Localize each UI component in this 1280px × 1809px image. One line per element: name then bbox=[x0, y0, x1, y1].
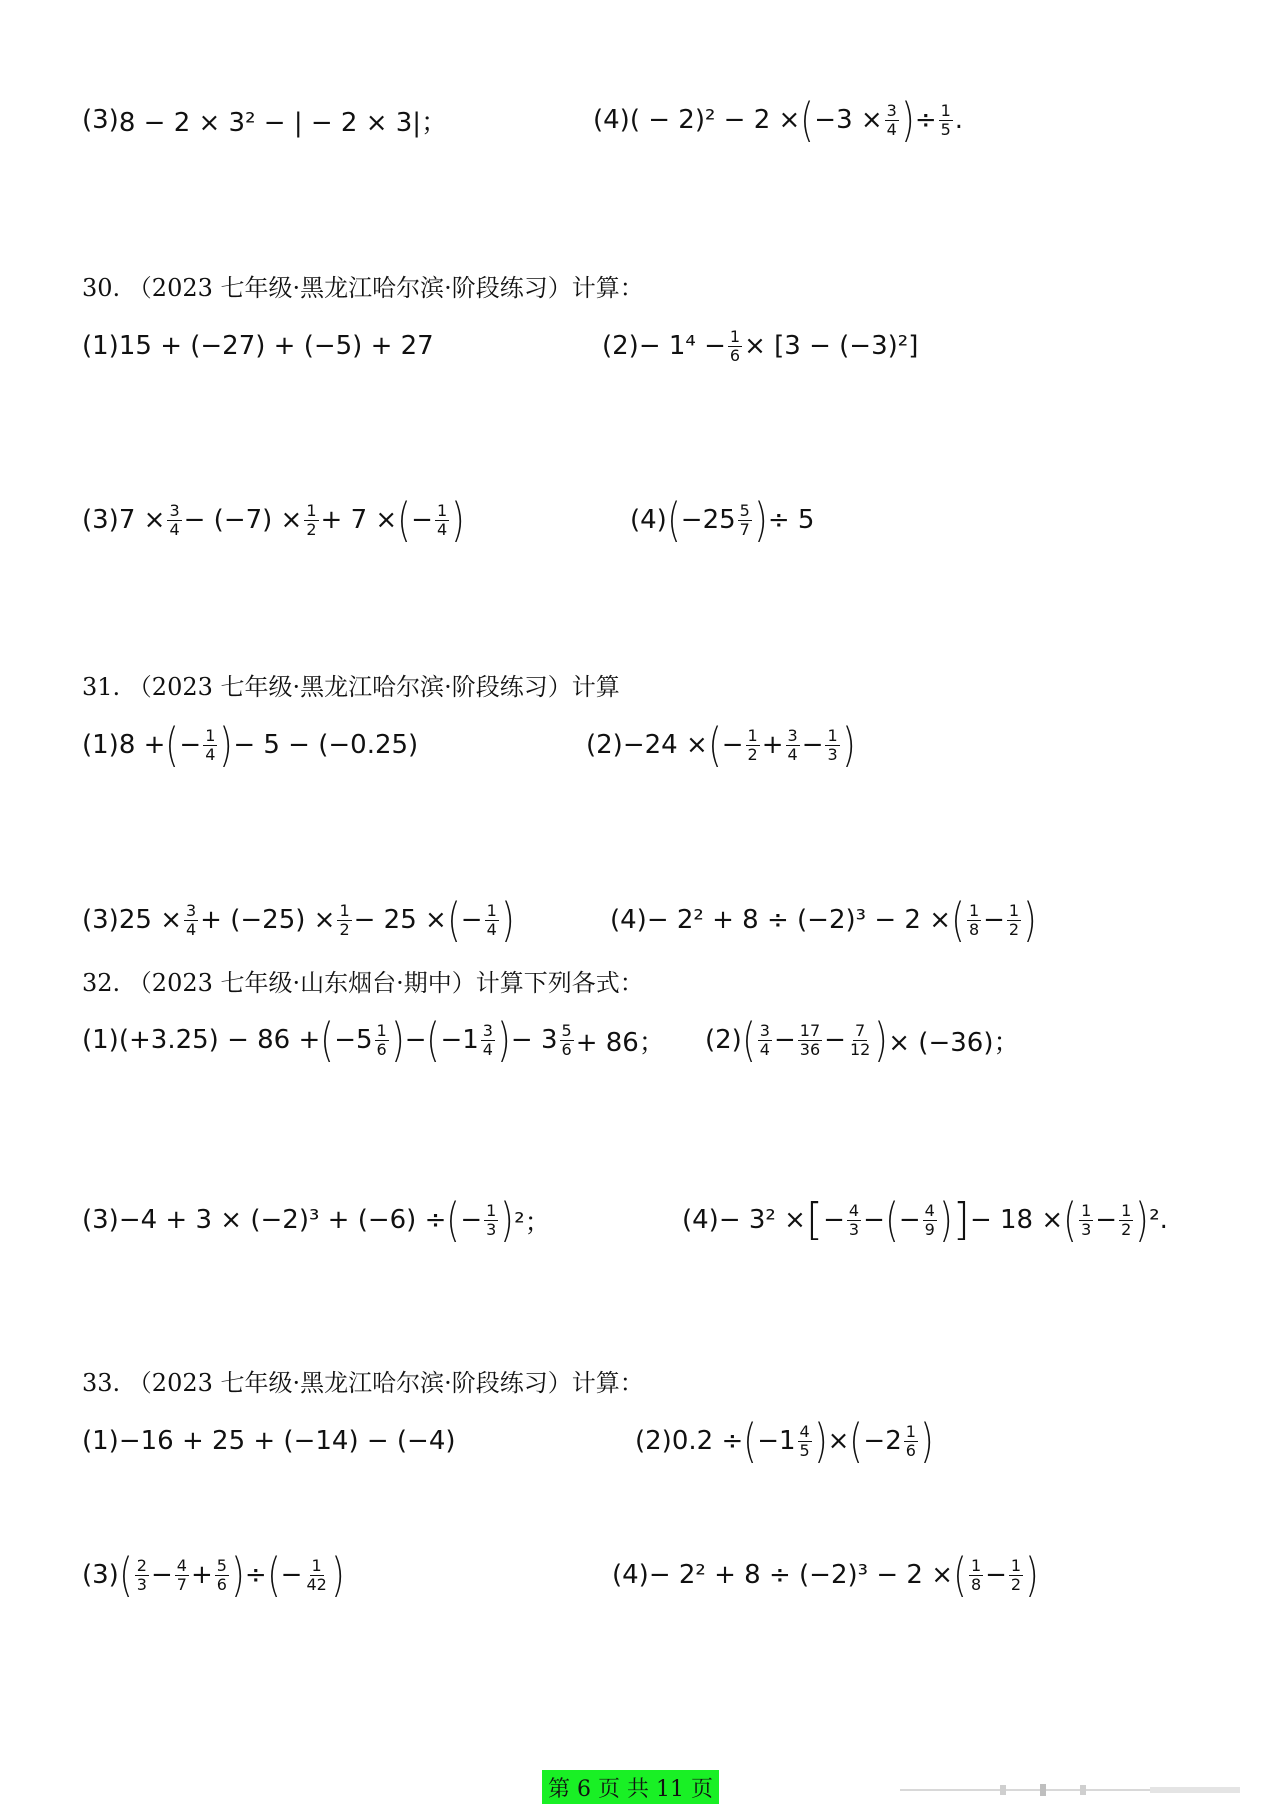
paren-close: ) bbox=[874, 1013, 889, 1067]
fraction bbox=[1009, 1555, 1023, 1594]
denominator: 6 bbox=[905, 1440, 916, 1460]
paren-close: ) bbox=[754, 493, 768, 547]
expression-text: − 1⁴ − bbox=[638, 331, 726, 361]
expression-text: − bbox=[721, 730, 744, 760]
expression: 15 + (−27) + (−5) + 27 bbox=[118, 331, 434, 361]
part-label: (1) bbox=[82, 1426, 119, 1456]
part-label: (4) bbox=[682, 1205, 719, 1235]
numerator: 4 bbox=[176, 1555, 187, 1575]
paren-open: ( bbox=[426, 1013, 441, 1067]
q29-part4 bbox=[593, 90, 963, 150]
fraction bbox=[184, 900, 198, 939]
fraction bbox=[304, 500, 318, 539]
part-label: (3) bbox=[82, 905, 119, 935]
expression-text: −2 bbox=[863, 1426, 902, 1456]
numerator: 1 bbox=[1121, 1200, 1132, 1220]
numerator: 1 bbox=[905, 1421, 916, 1441]
part-label: (3) bbox=[82, 1205, 119, 1235]
paren-close: ) bbox=[1135, 1193, 1149, 1247]
q30-heading: 30. （2023 七年级·黑龙江哈尔滨·阶段练习）计算： bbox=[82, 273, 644, 302]
denominator: 3 bbox=[136, 1574, 147, 1594]
numerator: 1 bbox=[376, 1020, 387, 1040]
part-label: (1) bbox=[82, 331, 119, 361]
denominator: 9 bbox=[924, 1219, 935, 1239]
fraction bbox=[758, 1020, 772, 1059]
expression: −16 + 25 + (−14) − (−4) bbox=[118, 1426, 456, 1456]
expression-text: − 18 × bbox=[969, 1205, 1064, 1235]
expression-text: + 86； bbox=[575, 1027, 665, 1058]
denominator: 2 bbox=[747, 744, 758, 764]
paren-open: ( bbox=[885, 1193, 899, 1247]
expression-text: − bbox=[404, 1025, 427, 1055]
fraction bbox=[560, 1020, 574, 1059]
q33-part1 bbox=[82, 1411, 456, 1471]
part-label: (4) bbox=[630, 505, 667, 535]
expression-text: − bbox=[985, 1560, 1007, 1590]
expression-text: − bbox=[773, 1025, 796, 1055]
expression-text: ÷ 5 bbox=[767, 505, 815, 535]
part-label: (4) bbox=[612, 1560, 649, 1590]
expression-text: −5 bbox=[334, 1025, 373, 1055]
expression-text: −1 bbox=[757, 1426, 796, 1456]
denominator: 2 bbox=[306, 519, 317, 539]
page-number-footer: 第 6 页 共 11 页 bbox=[542, 1770, 719, 1804]
numerator: 1 bbox=[729, 326, 741, 346]
fraction bbox=[738, 500, 752, 539]
denominator: 8 bbox=[970, 1574, 982, 1594]
denominator: 3 bbox=[827, 744, 838, 764]
numerator: 1 bbox=[1010, 1555, 1022, 1575]
paren-close: ) bbox=[219, 718, 234, 772]
paren-open: ( bbox=[446, 1193, 461, 1247]
paren-open: ( bbox=[742, 1013, 756, 1067]
denominator: 36 bbox=[799, 1039, 821, 1059]
paren-open: ( bbox=[743, 1414, 757, 1468]
numerator: 1 bbox=[940, 100, 951, 120]
paren-close: ) bbox=[901, 93, 915, 147]
expression-text: −1 bbox=[440, 1025, 479, 1055]
fraction bbox=[798, 1421, 812, 1460]
q32-part4 bbox=[682, 1190, 1168, 1250]
q32-part3 bbox=[82, 1190, 551, 1250]
numerator: 3 bbox=[886, 100, 897, 120]
denominator: 4 bbox=[482, 1039, 493, 1059]
denominator: 4 bbox=[205, 744, 216, 764]
paren-open: ( bbox=[708, 718, 722, 772]
expression-text: ². bbox=[1149, 1205, 1168, 1235]
numerator: 1 bbox=[747, 725, 758, 745]
q32-part2 bbox=[705, 1010, 1019, 1070]
numerator: 7 bbox=[855, 1020, 866, 1040]
paren-close: ) bbox=[500, 893, 515, 947]
fraction bbox=[847, 1200, 861, 1239]
numerator: 4 bbox=[799, 1421, 810, 1441]
expression-text: − 3 bbox=[510, 1025, 558, 1055]
part-label: (1) bbox=[82, 730, 119, 760]
expression-text: −25 bbox=[680, 505, 736, 535]
numerator: 4 bbox=[924, 1200, 935, 1220]
paren-close: ) bbox=[231, 1548, 245, 1602]
paren-close: ) bbox=[500, 1193, 515, 1247]
numerator: 1 bbox=[205, 725, 216, 745]
expression-text: − bbox=[179, 730, 202, 760]
denominator: 4 bbox=[787, 744, 798, 764]
expression-text: − bbox=[411, 505, 433, 535]
denominator: 4 bbox=[436, 519, 448, 539]
paren-open: ( bbox=[953, 1548, 967, 1602]
fraction bbox=[304, 1555, 328, 1594]
paren-close: ) bbox=[1023, 893, 1037, 947]
fraction bbox=[746, 725, 760, 764]
expression-text: − bbox=[280, 1560, 303, 1590]
fraction bbox=[375, 1020, 389, 1059]
paren-close: ) bbox=[841, 718, 856, 772]
fraction bbox=[203, 725, 217, 764]
denominator: 2 bbox=[1010, 1574, 1022, 1594]
denominator: 8 bbox=[968, 919, 980, 939]
denominator: 3 bbox=[1081, 1219, 1092, 1239]
fraction bbox=[337, 900, 351, 939]
fraction bbox=[167, 500, 181, 539]
expression-text: 25 × bbox=[118, 905, 182, 935]
expression-text: − bbox=[1095, 1205, 1118, 1235]
expression-text: × [3 − (−3)²] bbox=[744, 331, 919, 361]
expression-text: ÷ bbox=[244, 1560, 267, 1590]
expression-text: − bbox=[801, 730, 824, 760]
fraction bbox=[798, 1020, 822, 1059]
numerator: 17 bbox=[799, 1020, 821, 1040]
expression-text: − 5 − (−0.25) bbox=[233, 730, 419, 760]
paren-open: ( bbox=[119, 1548, 133, 1602]
denominator: 2 bbox=[1008, 919, 1020, 939]
denominator: 7 bbox=[176, 1574, 187, 1594]
part-label: (2) bbox=[602, 331, 639, 361]
part-label: (4) bbox=[593, 105, 630, 135]
part-label: (1) bbox=[82, 1025, 119, 1055]
q30-part4 bbox=[630, 490, 814, 550]
denominator: 3 bbox=[848, 1219, 860, 1239]
q31-part3 bbox=[82, 890, 515, 950]
expression-text: − (−7) × bbox=[183, 505, 303, 535]
expression-text: × (−36)； bbox=[888, 1027, 1020, 1058]
part-label: (3) bbox=[82, 1560, 119, 1590]
expression-text: − bbox=[460, 905, 483, 935]
expression-text: −24 × bbox=[622, 730, 708, 760]
paren-open: ( bbox=[951, 893, 965, 947]
expression-text: − bbox=[863, 1205, 885, 1235]
expression-text: . bbox=[954, 105, 964, 135]
numerator: 2 bbox=[136, 1555, 147, 1575]
numerator: 3 bbox=[169, 500, 180, 520]
denominator: 6 bbox=[729, 345, 741, 365]
part-label: (2) bbox=[705, 1025, 742, 1055]
numerator: 1 bbox=[970, 1555, 982, 1575]
paren-close: ) bbox=[331, 1548, 345, 1602]
numerator: 5 bbox=[216, 1555, 227, 1575]
q30-part1 bbox=[82, 316, 434, 376]
numerator: 3 bbox=[759, 1020, 770, 1040]
numerator: 3 bbox=[185, 900, 197, 920]
paren-close: ) bbox=[497, 1013, 511, 1067]
fraction bbox=[885, 100, 899, 139]
fraction bbox=[848, 1020, 872, 1059]
numerator: 1 bbox=[968, 900, 980, 920]
paren-close: ) bbox=[390, 1013, 405, 1067]
fraction bbox=[215, 1555, 229, 1594]
expression-text: − bbox=[150, 1560, 173, 1590]
paren-close: ) bbox=[813, 1414, 828, 1468]
part-label: (2) bbox=[635, 1426, 672, 1456]
paren-open: ( bbox=[447, 893, 461, 947]
expression-text: ÷ bbox=[914, 105, 937, 135]
q31-part4 bbox=[610, 890, 1037, 950]
expression-text: − bbox=[824, 1025, 846, 1055]
paren-open: ( bbox=[266, 1548, 281, 1602]
numerator: 5 bbox=[561, 1020, 572, 1040]
denominator: 3 bbox=[486, 1219, 497, 1239]
expression-text: + (−25) × bbox=[200, 905, 336, 935]
denominator: 5 bbox=[799, 1440, 810, 1460]
paren-open: ( bbox=[320, 1013, 334, 1067]
numerator: 1 bbox=[486, 1200, 497, 1220]
expression-text: ( − 2)² − 2 × bbox=[629, 105, 801, 135]
denominator: 12 bbox=[849, 1039, 871, 1059]
expression-text: + bbox=[761, 730, 784, 760]
q32-heading: 32. （2023 七年级·山东烟台·期中）计算下列各式： bbox=[82, 968, 644, 997]
fraction bbox=[969, 1555, 983, 1594]
expression-text: − 2² + 8 ÷ (−2)³ − 2 × bbox=[646, 905, 951, 935]
expression: 8 − 2 × 3² − | − 2 × 3|； bbox=[118, 107, 448, 138]
numerator: 1 bbox=[306, 500, 317, 520]
paren-close: ) bbox=[451, 493, 465, 547]
numerator: 1 bbox=[339, 900, 350, 920]
expression-text: 0.2 ÷ bbox=[671, 1426, 744, 1456]
numerator: 1 bbox=[311, 1555, 322, 1575]
denominator: 4 bbox=[886, 119, 897, 139]
expression-text: − 2² + 8 ÷ (−2)³ − 2 × bbox=[648, 1560, 953, 1590]
paren-open: ( bbox=[800, 93, 815, 147]
q32-part1 bbox=[82, 1010, 665, 1070]
fraction bbox=[825, 725, 839, 764]
expression-text: 8 + bbox=[118, 730, 166, 760]
numerator: 1 bbox=[436, 500, 448, 520]
paren-close: ) bbox=[920, 1414, 934, 1468]
q33-part4 bbox=[612, 1545, 1039, 1605]
denominator: 4 bbox=[759, 1039, 770, 1059]
numerator: 1 bbox=[1081, 1200, 1092, 1220]
expression-text: − bbox=[898, 1205, 921, 1235]
fraction bbox=[484, 1200, 498, 1239]
fraction bbox=[175, 1555, 189, 1594]
expression-text: × bbox=[827, 1426, 850, 1456]
q33-part3 bbox=[82, 1545, 345, 1605]
q33-part2 bbox=[635, 1411, 934, 1471]
expression-text: −4 + 3 × (−2)³ + (−6) ÷ bbox=[118, 1205, 447, 1235]
part-label: (3) bbox=[82, 105, 119, 135]
bracket-open: [ bbox=[805, 1194, 824, 1245]
denominator: 6 bbox=[216, 1574, 227, 1594]
expression-text: − 3² × bbox=[718, 1205, 806, 1235]
expression-text: − bbox=[823, 1205, 845, 1235]
expression-text: − bbox=[983, 905, 1005, 935]
fraction bbox=[1079, 1200, 1093, 1239]
denominator: 4 bbox=[185, 919, 197, 939]
paren-open: ( bbox=[849, 1414, 864, 1468]
paren-close: ) bbox=[939, 1193, 953, 1247]
fraction bbox=[904, 1421, 918, 1460]
numerator: 1 bbox=[827, 725, 838, 745]
fraction bbox=[728, 326, 742, 365]
denominator: 6 bbox=[561, 1039, 572, 1059]
fraction bbox=[786, 725, 800, 764]
q30-part2 bbox=[602, 316, 918, 376]
numerator: 3 bbox=[787, 725, 798, 745]
q33-heading: 33. （2023 七年级·黑龙江哈尔滨·阶段练习）计算： bbox=[82, 1368, 644, 1397]
expression-text: + 7 × bbox=[320, 505, 398, 535]
decorative-bars bbox=[900, 1782, 1240, 1798]
numerator: 5 bbox=[739, 500, 750, 520]
fraction bbox=[939, 100, 953, 139]
expression-text: + bbox=[190, 1560, 213, 1590]
fraction bbox=[1119, 1200, 1133, 1239]
q31-part1 bbox=[82, 715, 418, 775]
q31-heading: 31. （2023 七年级·黑龙江哈尔滨·阶段练习）计算 bbox=[82, 672, 620, 701]
paren-close: ) bbox=[1025, 1548, 1039, 1602]
part-label: (2) bbox=[586, 730, 623, 760]
bracket-close: ] bbox=[952, 1194, 970, 1245]
fraction bbox=[923, 1200, 937, 1239]
expression-text: 7 × bbox=[118, 505, 166, 535]
denominator: 42 bbox=[306, 1574, 327, 1594]
expression-text: ²； bbox=[514, 1207, 551, 1238]
fraction bbox=[485, 900, 499, 939]
numerator: 4 bbox=[848, 1200, 860, 1220]
numerator: 1 bbox=[486, 900, 497, 920]
denominator: 2 bbox=[1121, 1219, 1132, 1239]
expression-text: −3 × bbox=[814, 105, 883, 135]
denominator: 2 bbox=[339, 919, 350, 939]
paren-open: ( bbox=[165, 718, 180, 772]
fraction bbox=[967, 900, 981, 939]
denominator: 4 bbox=[169, 519, 180, 539]
numerator: 1 bbox=[1008, 900, 1020, 920]
fraction bbox=[1007, 900, 1021, 939]
q30-part3 bbox=[82, 490, 465, 550]
fraction bbox=[481, 1020, 495, 1059]
part-label: (4) bbox=[610, 905, 647, 935]
q29-part3 bbox=[82, 90, 447, 150]
expression-text: (+3.25) − 86 + bbox=[118, 1025, 321, 1055]
denominator: 6 bbox=[376, 1039, 387, 1059]
fraction bbox=[435, 500, 449, 539]
q31-part2 bbox=[586, 715, 856, 775]
denominator: 4 bbox=[486, 919, 497, 939]
expression-text: − 25 × bbox=[353, 905, 447, 935]
part-label: (3) bbox=[82, 505, 119, 535]
paren-open: ( bbox=[667, 493, 681, 547]
fraction bbox=[135, 1555, 149, 1594]
denominator: 7 bbox=[739, 519, 750, 539]
expression-text: − bbox=[460, 1205, 483, 1235]
paren-open: ( bbox=[397, 493, 411, 547]
paren-open: ( bbox=[1063, 1193, 1077, 1247]
numerator: 3 bbox=[482, 1020, 493, 1040]
denominator: 5 bbox=[940, 119, 951, 139]
